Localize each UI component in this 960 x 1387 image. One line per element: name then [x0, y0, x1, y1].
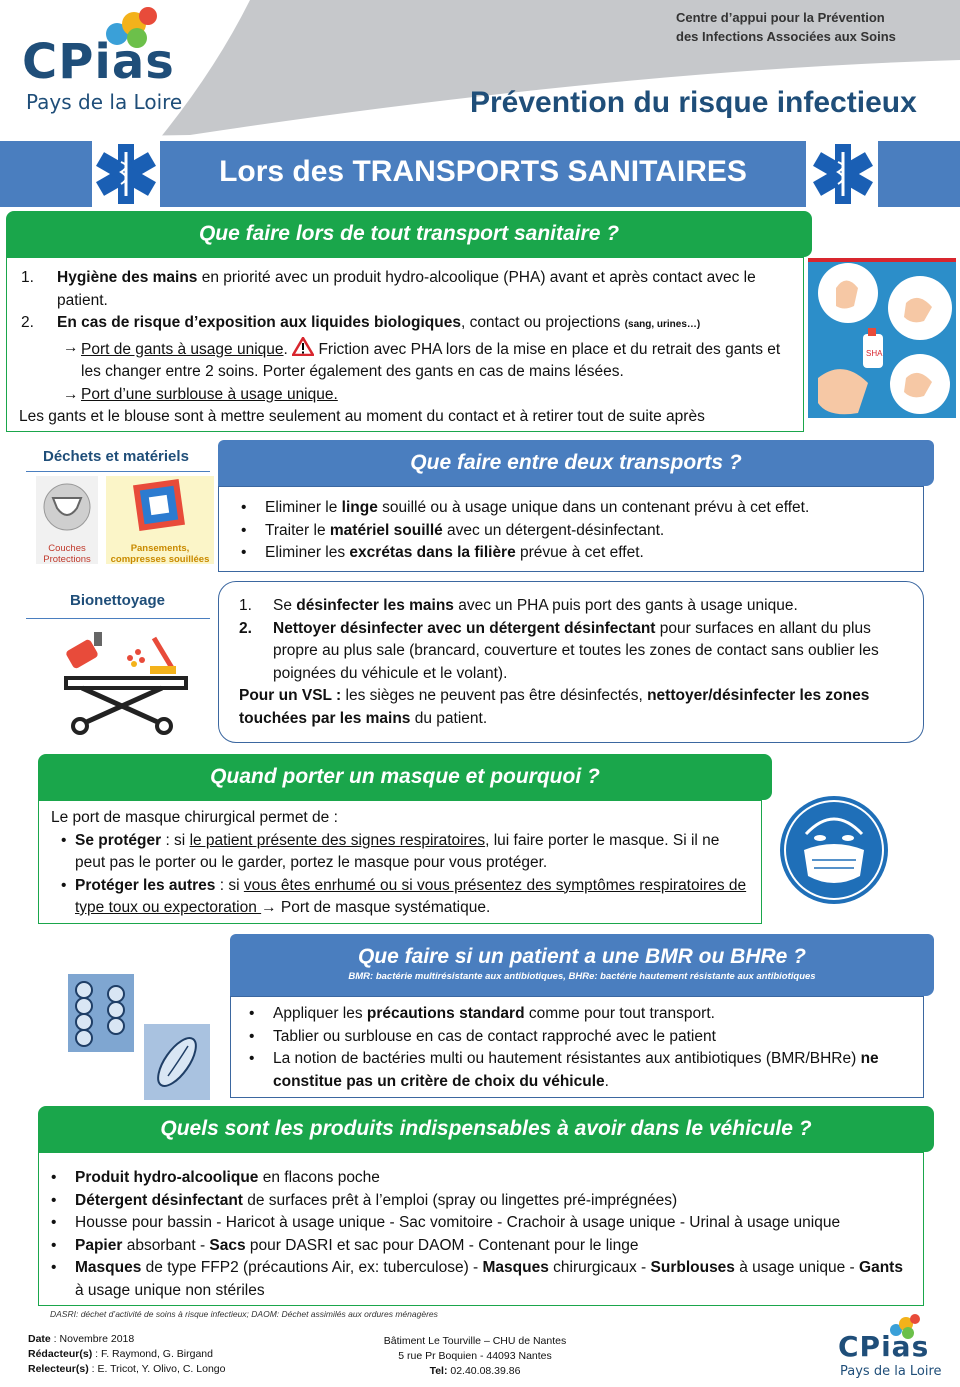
section5-bullet-1 — [39, 1167, 913, 1190]
section2-heading: Que faire entre deux transports ? — [218, 440, 934, 486]
item-text: avec un PHA puis port des gants à usage unique. — [453, 597, 798, 614]
svg-text:SHA: SHA — [866, 349, 883, 358]
section1-item-2 — [19, 312, 793, 337]
gloves-underline: Port de gants à usage unique — [81, 340, 284, 358]
bullet-underline: vous êtes enrhumé ou si vous présentez des symptômes respiratoires de type toux ou expectoration — [75, 876, 747, 916]
bullet-bold: matériel souillé — [329, 521, 443, 539]
footer-credits — [28, 1332, 225, 1377]
vsl-bold: Pour un VSL : — [239, 687, 342, 704]
vsl-text: les sièges ne peuvent pas être désinfectés, — [341, 687, 648, 704]
address-line: 5 rue Pr Boquien - 44093 Nantes — [398, 1350, 552, 1362]
section5-bullet-2 — [39, 1190, 913, 1213]
section4-subheading: BMR: bactérie multirésistante aux antibiotiques, BHRe: bactérie hautement résistante aux antibiotiques — [348, 971, 816, 982]
warning-icon — [292, 337, 314, 356]
vsl-text: du patient. — [410, 709, 488, 727]
bullet-text: Eliminer le — [265, 499, 342, 516]
center-name — [676, 8, 900, 46]
footer-logo-sub: Pays de la Loire — [840, 1364, 942, 1379]
bullet-bold: Masques — [482, 1259, 549, 1276]
bionettoyage-underline — [26, 618, 210, 619]
bullet-text: comme pour tout transport. — [524, 1005, 715, 1022]
gown-underline: Port d’une surblouse à usage unique. — [81, 385, 338, 403]
bullet-text: Appliquer les — [273, 1005, 367, 1022]
section1-item-1 — [19, 267, 793, 312]
mask-face-icon — [776, 794, 892, 906]
bullet-text: en flacons poche — [258, 1169, 380, 1186]
bullet-text: de type FFP2 (précautions Air, ex: tuberculose) - — [141, 1259, 483, 1276]
bullet-bold: Surblouses — [650, 1259, 735, 1276]
bullet-bold: Protéger les autres — [75, 876, 216, 894]
stretcher-cleaning-icon — [62, 628, 190, 736]
footer-value: : F. Raymond, G. Birgand — [92, 1348, 213, 1360]
footer-label: Date — [28, 1333, 51, 1345]
bullet-text: souillé ou à usage unique dans un contenant prévu à cet effet. — [377, 499, 810, 516]
bullet-bold: Gants — [859, 1259, 903, 1276]
page-title: Lors des TRANSPORTS SANITAIRES — [219, 155, 747, 188]
bullet-text: : si — [215, 876, 244, 894]
waste-item-diapers — [36, 476, 98, 564]
arrow-item-gloves — [19, 337, 793, 384]
section2-bullet-2 — [229, 520, 913, 543]
item-number: 1. — [21, 269, 34, 286]
bullet-bold: Masques — [75, 1259, 142, 1276]
section2-bullet-1 — [229, 497, 913, 520]
bullet-bold: excrétas dans la filière — [349, 544, 516, 561]
section5-box — [38, 1152, 924, 1306]
bullet-text: absorbant - — [122, 1236, 210, 1254]
bullet-text: à usage unique non stériles — [75, 1281, 265, 1299]
section3-bullet-1 — [49, 830, 751, 875]
bullet-bold: Papier — [75, 1236, 123, 1254]
logo-sub-text: Pays de la Loire — [26, 90, 183, 114]
footer-relecteur — [28, 1362, 225, 1377]
footer-redacteur — [28, 1347, 225, 1362]
bullet-bold: linge — [341, 499, 378, 516]
waste-item-dressings — [106, 476, 214, 564]
arrow-icon: → — [63, 385, 79, 403]
bullet-bold: Produit hydro-alcoolique — [75, 1169, 259, 1186]
diaper-icon — [36, 476, 98, 538]
bullet-text: Port de masque systématique. — [276, 899, 491, 916]
bacteria-chain-icon — [68, 974, 134, 1052]
footer-value: : E. Tricot, Y. Olivo, C. Longo — [88, 1363, 226, 1375]
title-bar-right — [878, 141, 960, 207]
bullet-bold: Détergent désinfectant — [75, 1191, 243, 1209]
section5-bullet-3 — [39, 1212, 913, 1235]
footnote: DASRI: déchet d’activité de soins à risque infectieux; DAOM: Déchet assimilés aux ordures ménagères — [50, 1309, 438, 1319]
section4-heading: Que faire si un patient a une BMR ou BHRe ? — [357, 945, 807, 968]
waste-label: Déchets et matériels — [43, 448, 189, 465]
bionettoyage-item-1 — [239, 595, 909, 618]
bionettoyage-box — [218, 581, 924, 743]
bionettoyage-label: Bionettoyage — [70, 592, 166, 609]
item-number: 2. — [21, 314, 34, 331]
footer-address — [370, 1334, 580, 1379]
center-line-1: Centre d’appui pour la Prévention — [676, 10, 885, 25]
item-text: Se — [273, 597, 297, 614]
bullet-text: Housse pour bassin - Haricot à usage unique - Sac vomitoire - Crachoir à usage unique - Urinal à usage unique — [75, 1214, 841, 1231]
bullet-text: Tablier ou surblouse en cas de contact rapproché avec le patient — [273, 1027, 716, 1045]
footer-label: Relecteur(s) — [28, 1363, 89, 1375]
section2-bullet-3 — [229, 542, 913, 565]
bullet-text: La notion de bactéries multi ou hautement résistantes aux antibiotiques (BMR/BHRe) — [273, 1050, 861, 1067]
bacteria-bacillus-icon — [144, 1024, 210, 1100]
section4-bullet-3 — [237, 1048, 915, 1093]
hand-hygiene-illustration-icon — [808, 258, 956, 418]
star-of-life-icon — [93, 141, 159, 207]
address-line: Bâtiment Le Tourville – CHU de Nantes — [383, 1335, 567, 1347]
section4-bullet-2 — [237, 1026, 915, 1049]
vsl-note — [239, 685, 909, 730]
bullet-text: , lui faire porter le masque. Si il ne peut pas le porter ou le garder, portez le masque pour vous protéger. — [75, 831, 720, 871]
bullet-text: : si — [161, 831, 190, 849]
footer-tel — [370, 1364, 580, 1379]
footer-date — [28, 1332, 225, 1347]
section1-heading: Que faire lors de tout transport sanitaire ? — [6, 211, 812, 257]
biological-fluids-bold: En cas de risque d’exposition aux liquides biologiques — [57, 314, 461, 331]
bullet-text: à usage unique - — [734, 1259, 860, 1276]
bullet-text: Traiter le — [265, 521, 330, 539]
bullet-text: chirurgicaux - — [548, 1259, 651, 1276]
item-text: . — [283, 340, 293, 358]
bullet-text: prévue à cet effet. — [515, 544, 644, 561]
section1-closing: Les gants et le blouse sont à mettre seulement au moment du contact et à retirer tout de suite après — [19, 408, 705, 425]
bullet-bold: précautions standard — [366, 1005, 525, 1022]
section3-box — [38, 800, 762, 924]
item-text: Friction avec PHA lors de la mise en place et du retrait des gants et les changer entre 2 soins. Porter également des gants en cas de mains lésées. — [81, 340, 781, 380]
dressing-icon — [106, 476, 214, 538]
title-bar-left — [0, 141, 92, 207]
section5-bullet-5 — [39, 1257, 913, 1302]
logo-main-text: CPias — [22, 34, 175, 90]
bullet-underline: le patient présente des signes respiratoires — [189, 831, 486, 849]
section3-bullet-2 — [49, 875, 751, 920]
footer-logo — [838, 1312, 948, 1384]
tel-label: Tel: — [429, 1365, 448, 1377]
waste-item-label: Couches Protections — [43, 543, 91, 565]
center-line-2: des Infections Associées aux Soins — [676, 29, 896, 44]
star-of-life-icon — [810, 141, 876, 207]
waste-underline — [26, 471, 210, 472]
bionettoyage-item-2 — [239, 618, 909, 686]
bullet-text: de surfaces prêt à l’emploi (spray ou lingettes pré-imprégnées) — [242, 1191, 678, 1209]
bullet-text: pour DASRI et sac pour DAOM - Contenant pour le linge — [245, 1236, 639, 1254]
title-bar — [0, 141, 960, 207]
item-text: en priorité avec un produit hydro-alcoolique (PHA) avant et après contact avec le patient. — [57, 269, 756, 309]
footer-label: Rédacteur(s) — [28, 1348, 93, 1360]
bullet-bold: Se protéger — [75, 831, 162, 849]
tel-value: 02.40.08.39.86 — [447, 1365, 521, 1377]
cpias-logo — [22, 6, 192, 116]
item-number: 1. — [239, 597, 252, 614]
footer-value: : Novembre 2018 — [50, 1333, 135, 1345]
vsl-bold: nettoyer/désinfecter les zones touchées par les mains — [239, 687, 870, 727]
bullet-text: Eliminer les — [265, 544, 350, 561]
section3-heading: Quand porter un masque et pourquoi ? — [38, 754, 772, 800]
section5-bullet-4 — [39, 1235, 913, 1258]
footer-logo-main: CPias — [838, 1330, 930, 1363]
arrow-icon: → — [63, 338, 79, 356]
bullet-bold: Sacs — [209, 1236, 246, 1254]
section4-box — [230, 996, 924, 1098]
bullet-text: . — [604, 1072, 609, 1090]
bullet-text: avec un détergent-désinfectant. — [442, 521, 665, 539]
arrow-item-gown — [19, 384, 793, 407]
item-bold: désinfecter les mains — [296, 597, 454, 614]
item-text: , contact ou projections — [460, 314, 625, 331]
small-note: (sang, urines…) — [624, 319, 701, 330]
section5-heading: Quels sont les produits indispensables à avoir dans le véhicule ? — [38, 1106, 934, 1152]
prevention-title: Prévention du risque infectieux — [470, 86, 917, 119]
section1-box — [6, 257, 804, 432]
item-text: pour surfaces en allant du plus propre au plus sale (brancard, couverture et toutes les zones de contact sans oublier les poignées du véhicule et le volant). — [273, 619, 879, 682]
hand-hygiene-bold: Hygiène des mains — [57, 269, 198, 286]
section4-bullet-1 — [237, 1003, 915, 1026]
mask-intro: Le port de masque chirurgical permet de : — [51, 809, 338, 826]
bullet-bold: ne constitue pas un critère de choix du véhicule — [273, 1050, 879, 1090]
section2-box — [218, 486, 924, 572]
arrow-icon: → — [261, 899, 277, 916]
section4-heading-block — [230, 934, 934, 996]
item-number: 2. — [239, 619, 252, 637]
item-bold: Nettoyer désinfecter avec un détergent désinfectant — [273, 619, 656, 637]
waste-item-label: Pansements, compresses souillées — [110, 543, 210, 565]
